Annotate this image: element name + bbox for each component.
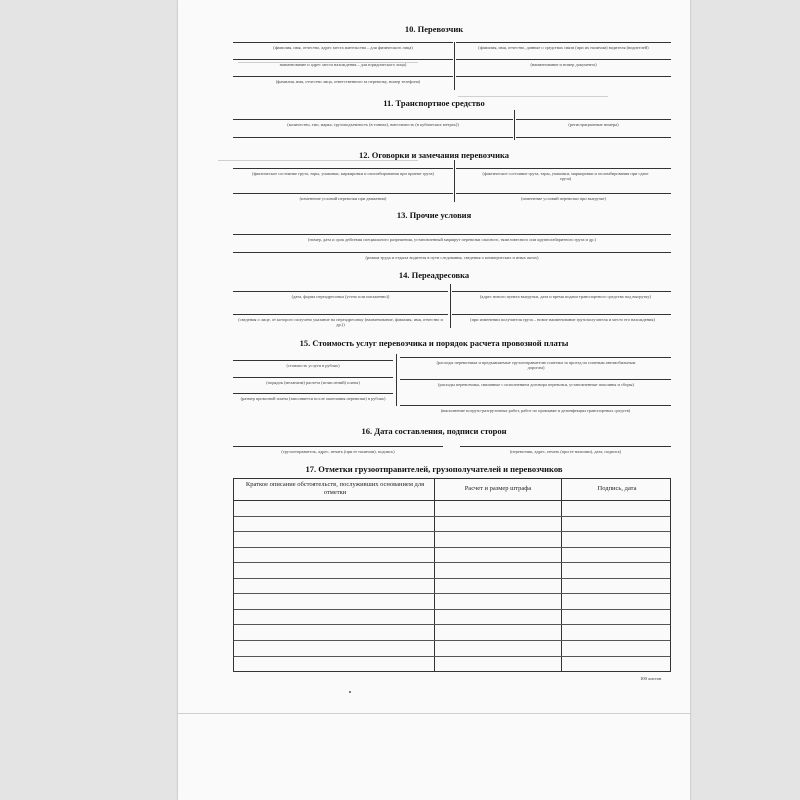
field-line bbox=[233, 291, 448, 292]
bleed-line bbox=[218, 160, 418, 161]
section-13-title: 13. Прочие условия bbox=[396, 210, 472, 220]
field-line bbox=[233, 234, 671, 235]
table-row-rule bbox=[234, 609, 670, 610]
bleed-line bbox=[458, 96, 608, 97]
field-line bbox=[400, 357, 671, 358]
divider bbox=[454, 42, 455, 90]
field-line bbox=[456, 168, 671, 169]
field-line bbox=[460, 446, 671, 447]
caption: наименование и адрес места нахождения – для юридического лица) bbox=[279, 62, 407, 67]
field-line bbox=[233, 168, 453, 169]
marks-table bbox=[233, 478, 671, 672]
caption: (при изменении получателя груза – новое наименование грузополучателя и место его нахождения) bbox=[470, 317, 655, 322]
field-line bbox=[400, 405, 671, 406]
caption: (размер провозной платы (заполняется после окончания перевозки) в рублях) bbox=[240, 396, 386, 401]
field-line bbox=[516, 137, 671, 138]
caption: (фактическое состояние груза, тары, упаковки, маркировки и опломбирования при сдаче груза) bbox=[482, 171, 649, 181]
table-row-rule bbox=[234, 547, 670, 548]
field-line bbox=[456, 42, 671, 43]
footer-note: 100 листов bbox=[640, 676, 662, 681]
caption: (расходы перевозчика, связанные с исполнением договора перевозки, установленные пошлины и сборы) bbox=[438, 382, 634, 387]
caption: (изменение условий перевозки при движении) bbox=[299, 196, 387, 201]
field-line bbox=[456, 193, 671, 194]
caption: (порядок (механизм) расчета (исчислений) платы) bbox=[266, 380, 360, 385]
field-line bbox=[452, 291, 671, 292]
caption: (выполнение погрузо-разгрузочных работ, работ по промывке и дезинфекции транспортных средств) bbox=[440, 408, 631, 413]
section-12-title: 12. Оговорки и замечания перевозчика bbox=[359, 150, 509, 160]
field-line bbox=[456, 59, 671, 60]
caption: (изменение условий перевозки при выгрузке) bbox=[521, 196, 606, 201]
table-row-rule bbox=[234, 593, 670, 594]
caption: (фактическое состояние груза, тары, упаковки, маркировки и опломбирования при приеме груза) bbox=[252, 171, 434, 176]
field-line bbox=[233, 137, 513, 138]
caption: (адрес нового пункта выгрузки, дата и время подачи транспортного средства под выгрузку) bbox=[479, 294, 652, 299]
table-row-rule bbox=[234, 656, 670, 657]
table-row-rule bbox=[234, 562, 670, 563]
caption: (фамилия, имя, отчество, данные о средствах связи (при их наличии) водителя (водителей) bbox=[478, 45, 649, 50]
field-line bbox=[233, 119, 513, 120]
caption: (сведения о лице, от которого получено указание на переадресовку (наименование, фамилия, имя, отчество и др.)) bbox=[238, 317, 443, 327]
caption: (режим труда и отдыха водителя в пути следования, сведения о коммерческих и иных актах) bbox=[365, 255, 539, 260]
table-header-signature: Подпись, дата bbox=[597, 485, 637, 492]
caption: (расходы перевозчика и предъявляемые грузоотправителю платежи за проезд по платным автомобильным дорогам) bbox=[436, 360, 636, 370]
section-11-title: 11. Транспортное средство bbox=[383, 98, 485, 108]
section-15-title: 15. Стоимость услуг перевозчика и порядок расчета провозной платы bbox=[299, 338, 569, 348]
divider bbox=[450, 284, 451, 328]
field-line bbox=[233, 76, 453, 77]
caption: (количество, тип, марка, грузоподъемность (в тоннах), вместимость (в кубических метрах)) bbox=[287, 122, 459, 127]
field-line bbox=[233, 193, 453, 194]
table-row-rule bbox=[234, 516, 670, 517]
caption: (фамилия, имя, отчество лица, ответственного за перевозку, номер телефона) bbox=[275, 79, 421, 84]
divider bbox=[396, 354, 397, 406]
table-header-fine: Расчет и размер штрафа bbox=[464, 485, 532, 492]
caption: (стоимость услуги в рублях) bbox=[286, 363, 340, 368]
field-line bbox=[452, 314, 671, 315]
caption: (перевозчик, адрес, печать (при ее наличии), дата, подпись) bbox=[509, 449, 622, 454]
table-row-rule bbox=[234, 624, 670, 625]
field-line bbox=[233, 446, 443, 447]
field-line bbox=[233, 360, 393, 361]
table-col-divider bbox=[561, 479, 562, 671]
field-line bbox=[233, 42, 453, 43]
table-header-description: Краткое описание обстоятельств, послуживших основанием для отметки bbox=[245, 481, 425, 496]
section-10-title: 10. Перевозчик bbox=[404, 24, 464, 34]
table-row-rule bbox=[234, 640, 670, 641]
field-line bbox=[233, 252, 671, 253]
speck bbox=[349, 691, 351, 693]
caption: (дата, форма переадресовки (устно или письменно)) bbox=[291, 294, 390, 299]
document-page bbox=[178, 0, 690, 800]
field-line bbox=[516, 119, 671, 120]
caption: (наименование и номер документа) bbox=[530, 62, 597, 67]
field-line bbox=[456, 76, 671, 77]
caption: (грузоотправитель, адрес, печать (при ее наличии), подпись) bbox=[281, 449, 395, 454]
section-16-title: 16. Дата составления, подписи сторон bbox=[361, 426, 507, 436]
section-14-title: 14. Переадресовка bbox=[398, 270, 470, 280]
table-col-divider bbox=[434, 479, 435, 671]
caption: (номер, дата и срок действия специального разрешения, установленный маршрут перевозки опасного, тяжеловесного или крупногабаритного груза и др.) bbox=[308, 237, 596, 242]
section-17-title: 17. Отметки грузоотправителей, грузополучателей и перевозчиков bbox=[305, 464, 563, 474]
field-line bbox=[233, 59, 453, 60]
field-line bbox=[233, 393, 393, 394]
table-row-rule bbox=[234, 578, 670, 579]
table-row-rule bbox=[234, 531, 670, 532]
caption: (фамилия, имя, отчество, адрес места жительства – для физического лица) bbox=[273, 45, 413, 50]
divider bbox=[514, 110, 515, 140]
field-line bbox=[400, 379, 671, 380]
field-line bbox=[233, 377, 393, 378]
caption: (регистрационные номера) bbox=[568, 122, 619, 127]
table-header-rule bbox=[234, 500, 670, 501]
field-line bbox=[233, 314, 448, 315]
page-fold bbox=[178, 713, 690, 714]
divider bbox=[454, 160, 455, 202]
